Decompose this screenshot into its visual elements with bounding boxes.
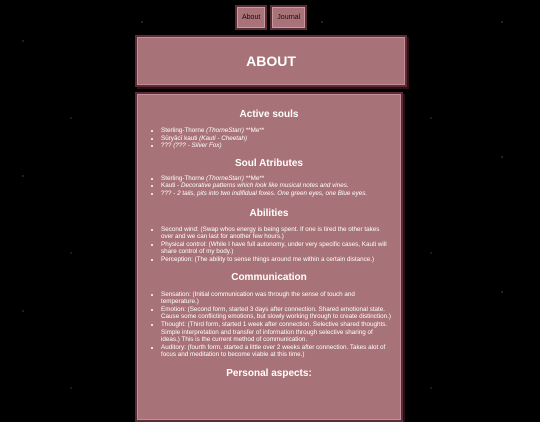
list-item: • Kauti - Decorative patterns which look like musical notes and vines. xyxy=(161,182,393,190)
list-item: • Emotion: (Second form, started 3 days after connection. Shared emotional state. Cause some conflicting emotions, but slowly working through to create distinction.) xyxy=(161,306,393,321)
heading-personal-aspects: Personal aspects: xyxy=(226,367,312,379)
list-item: • Perception: (The ability to sense things around me within a certain distance.) xyxy=(161,256,393,264)
list-active-souls xyxy=(145,127,393,150)
title-panel xyxy=(135,35,407,87)
list-item: • Physical control: (While I have full autonomy, under very specific cases, Kauti will share control of my body.) xyxy=(161,241,393,256)
list-communication xyxy=(145,291,393,359)
list-item: • Sensation: (Initial communication was through the sense of touch and temperature.) xyxy=(161,291,393,306)
nav-journal-button[interactable]: Journal xyxy=(270,5,307,30)
heading-soul-attributes: Soul Atributes xyxy=(235,157,303,169)
list-abilities xyxy=(145,226,393,264)
list-item: • Sterling-Thorne (ThorneStarr) **Me** xyxy=(161,127,393,135)
list-item: • Second wind: (Swap whos energy is being spent. If one is tired the other takes over and we can last for another few hours.) xyxy=(161,226,393,241)
list-item: • Sūryācī kauti (Kauti - Cheetah) xyxy=(161,135,393,143)
nav-about-button[interactable]: About xyxy=(235,5,267,30)
list-item: • ??? - 2 tails, pits into two indifidual foxes. One green eyes, one Blue eyes. xyxy=(161,190,393,198)
heading-communication: Communication xyxy=(231,271,307,283)
heading-abilities: Abilities xyxy=(249,207,289,219)
content-panel xyxy=(135,92,403,422)
list-item: • ??? (??? - Silver Fox) xyxy=(161,142,393,150)
list-item: • Auditory: (fourth form, started a little over 2 weeks after connection. Takes alot of focus and meditation to become viable at this time.) xyxy=(161,344,393,359)
page-title: ABOUT xyxy=(246,53,296,69)
list-soul-attributes xyxy=(145,175,393,198)
heading-active-souls: Active souls xyxy=(239,109,299,120)
list-item: • Thought: (Third form, started 1 week after connection. Selective shared thoughts. Simple interpretation and transfer of information through selective sharing of ideas.) This is the current method of communication. xyxy=(161,321,393,344)
top-nav xyxy=(235,5,307,30)
list-item: • Sterling-Thorne (ThorneStarr) **Me** xyxy=(161,175,393,183)
